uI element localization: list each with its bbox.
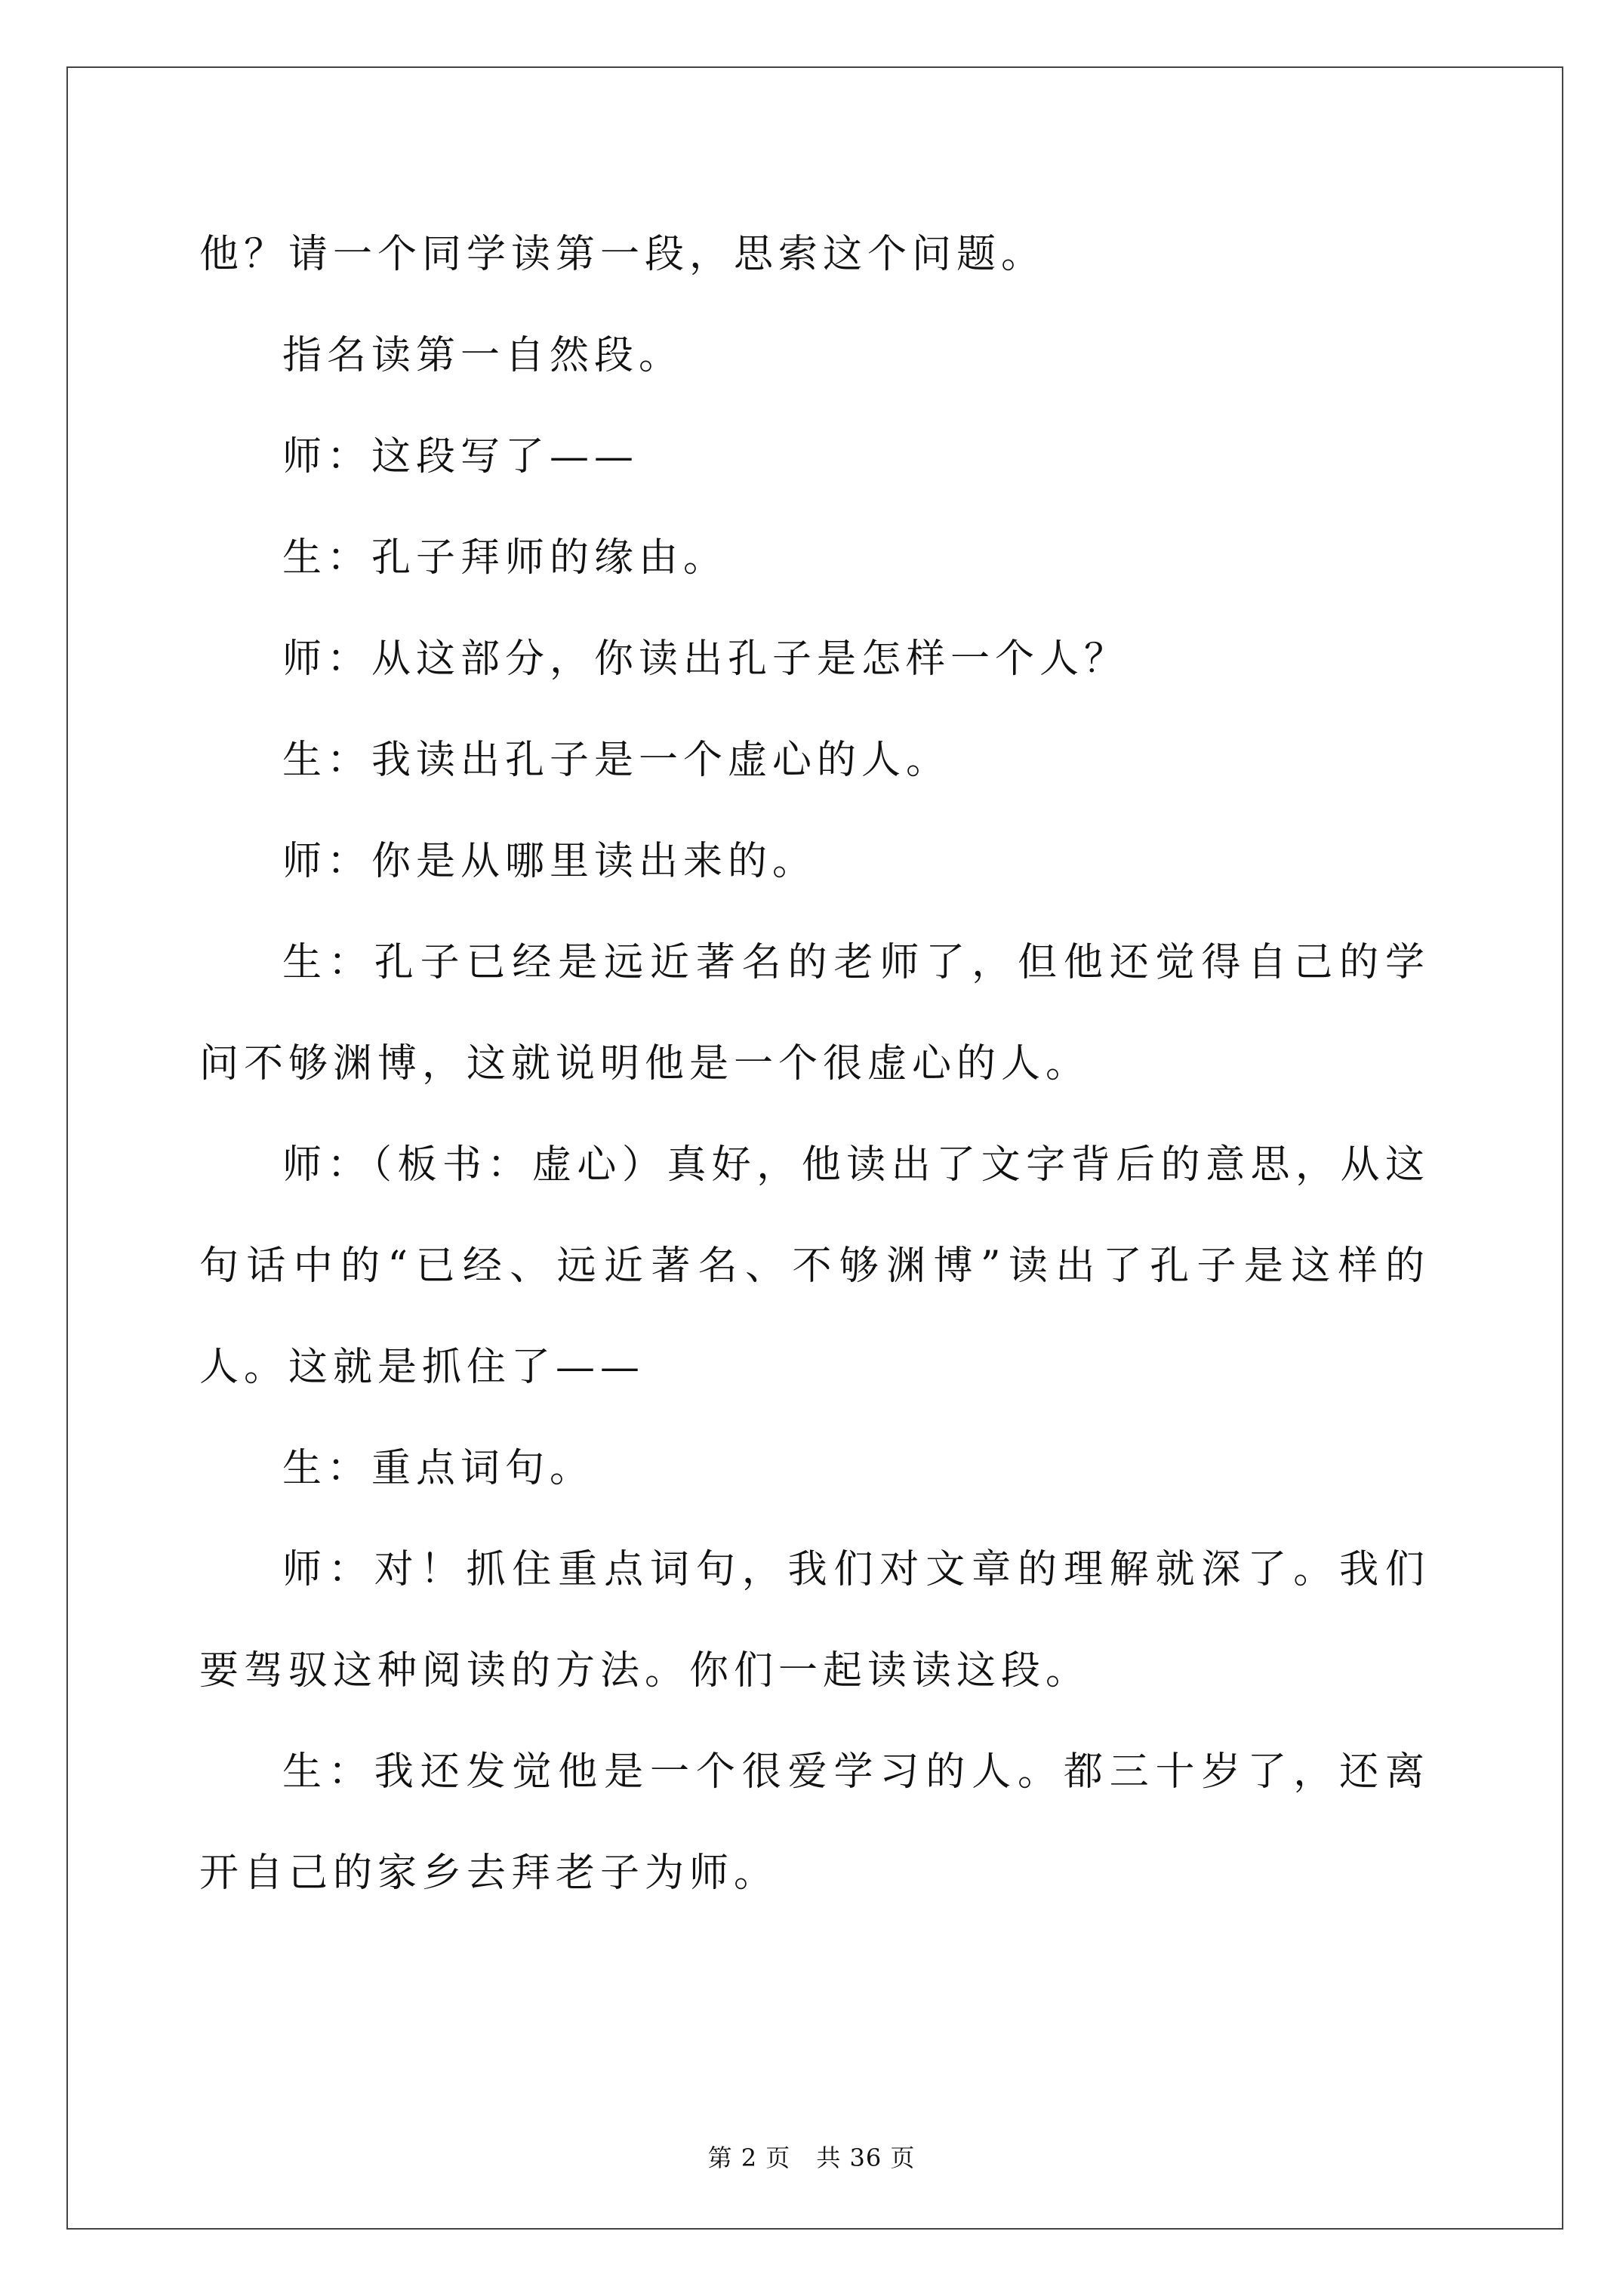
paragraph-10: 生：重点词句。 [282,1446,595,1491]
paragraph-9: 师：（板书：虚心）真好，他读出了文字背后的意思，从这句话中的“已经、远近著名、不够渊博”读出了孔子是这样的人。这就是抓住了—— [199,1142,1430,1390]
page-footer [0,2143,1623,2173]
paragraph-11: 师：对！抓住重点词句，我们对文章的理解就深了。我们要驾驭这种阅读的方法。你们一起读读这段。 [199,1547,1430,1693]
page-number: 第 2 页 [707,2143,791,2172]
paragraph-3: 师：这段写了—— [282,434,639,479]
paragraph-1: 他？请一个同学读第一段，思索这个问题。 [199,232,1046,277]
document-body [199,204,1430,1924]
page-total: 共 36 页 [816,2143,916,2172]
paragraph-12: 生：我还发觉他是一个很爱学习的人。都三十岁了，还离开自己的家乡去拜老子为师。 [199,1749,1430,1896]
paragraph-5: 师：从这部分，你读出孔子是怎样一个人？ [282,636,1129,682]
paragraph-4: 生：孔子拜师的缘由。 [282,535,728,581]
paragraph-2: 指名读第一自然段。 [282,333,684,378]
paragraph-7: 师：你是从哪里读出来的。 [282,839,818,884]
paragraph-8: 生：孔子已经是远近著名的老师了，但他还觉得自己的学问不够渊博，这就说明他是一个很虚心的人。 [199,940,1430,1086]
paragraph-6: 生：我读出孔子是一个虚心的人。 [282,738,951,783]
